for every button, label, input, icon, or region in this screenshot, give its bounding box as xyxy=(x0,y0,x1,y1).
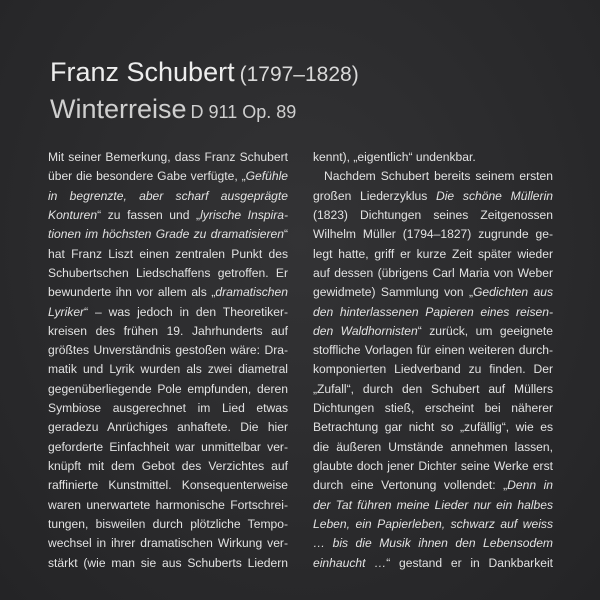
italic-text: … bis die Musik ihnen den Lebensodem xyxy=(313,536,553,551)
text-line xyxy=(313,283,553,302)
italic-text: der Tat führen meine Lieder nur ein halbes xyxy=(313,497,553,512)
italic-text: den Waldhornisten xyxy=(313,323,418,338)
composer-years: (1797–1828) xyxy=(239,63,359,86)
text-line xyxy=(48,303,288,322)
italic-text: Leben, ein Papierleben, schwarz auf weiss xyxy=(313,516,553,531)
text-line xyxy=(48,438,288,457)
text-run: Betrachtung gar nicht so „zufällig“, wie es xyxy=(313,420,553,435)
text-run: Mit seiner Bemerkung, dass Franz Schubert xyxy=(48,150,288,164)
text-line xyxy=(48,187,288,206)
text-run: größtes Unverständnis gestoßen wäre: Dra- xyxy=(48,343,288,358)
text-run: (1823) Dichtungen seines Zeitgenossen xyxy=(313,207,553,222)
italic-text: lyrische Inspira- xyxy=(200,207,289,222)
text-line xyxy=(313,496,553,515)
text-run: über die besondere Gabe verfügte, „ xyxy=(48,169,246,184)
text-line xyxy=(48,457,288,476)
italic-text: Lyriker xyxy=(48,304,85,319)
text-line xyxy=(48,554,288,573)
text-line xyxy=(48,534,288,553)
text-run: gegenüberliegende Pole empfunden, deren xyxy=(48,381,288,396)
text-line xyxy=(313,187,553,206)
text-run: legt hatte, griff er kurze Zeit später wieder xyxy=(313,246,553,261)
text-run: matik und Lyrik wurden als zwei diametral xyxy=(48,362,288,377)
text-line xyxy=(313,360,553,379)
text-run: kreisen des frühen 19. Jahrhunderts auf xyxy=(48,323,288,338)
text-line xyxy=(48,264,288,283)
work-name: Winterreise xyxy=(50,94,187,124)
text-run: komponierten Liedverband zu finden. Der xyxy=(313,362,553,377)
italic-text: Die schöne Müllerin xyxy=(436,188,553,203)
text-line xyxy=(48,206,288,225)
text-run: knüpft mit dem Gebot des Verzichtes auf xyxy=(48,459,288,473)
text-line xyxy=(313,534,553,553)
text-run: „Zufall“, durch den Schubert auf Müllers xyxy=(313,381,553,396)
work-title xyxy=(50,92,359,129)
text-line xyxy=(313,418,553,437)
text-run: “ zu fassen und „ xyxy=(97,207,201,222)
italic-text: in begrenzte, aber scharf ausgeprägte xyxy=(48,188,288,203)
page-heading xyxy=(50,55,359,129)
italic-text: einhaucht … xyxy=(313,555,387,570)
text-line xyxy=(313,341,553,360)
text-run: “ gestand er in Dankbarkeit xyxy=(386,555,554,570)
text-line xyxy=(48,167,288,186)
text-run: geforderte Einfachheit war unmittelbar ver- xyxy=(48,439,288,454)
text-run: Symbiose ausgerechnet im Lied etwas xyxy=(48,401,288,416)
text-run: stärkt (wie man sie aus Schuberts Liedern xyxy=(48,555,288,570)
italic-text: dramatischen xyxy=(215,285,288,300)
text-line xyxy=(313,515,553,534)
text-line xyxy=(313,322,553,341)
text-run: glaubte doch jener Dichter seine Werke erst xyxy=(313,459,553,473)
text-line xyxy=(48,476,288,495)
text-run: “ zurück, um geeignete xyxy=(417,323,553,338)
text-run: Schubertschen Liedschaffens getroffen. Er xyxy=(48,265,288,280)
italic-text: den hinterlassenen Papieren eines reisen- xyxy=(313,304,553,319)
text-line xyxy=(313,148,553,167)
text-line xyxy=(48,322,288,341)
text-line xyxy=(313,245,553,264)
text-line xyxy=(48,225,288,244)
text-run: “ xyxy=(283,227,288,242)
text-column-left xyxy=(48,148,288,573)
text-line xyxy=(48,148,288,167)
text-run: Wilhelm Müller (1794–1827) zugrunde ge- xyxy=(313,227,553,242)
text-line xyxy=(313,554,553,573)
composer-name: Franz Schubert xyxy=(50,57,235,87)
text-run: tungen, bisweilen durch plötzliche Tempo- xyxy=(48,516,288,531)
text-run: bewunderte ihn vor allem als „ xyxy=(48,285,216,300)
italic-text: tionen im höchsten Grade zu dramatisieren xyxy=(48,227,284,242)
text-line xyxy=(313,264,553,283)
text-line xyxy=(313,457,553,476)
text-line xyxy=(313,225,553,244)
italic-text: Konturen xyxy=(48,207,98,222)
text-line xyxy=(313,167,553,186)
text-line xyxy=(313,380,553,399)
work-catalog-number: D 911 Op. 89 xyxy=(190,102,297,122)
text-line xyxy=(313,438,553,457)
text-run: wechsel in ihrer dramatischen Wirkung ver- xyxy=(48,536,288,551)
text-line xyxy=(48,341,288,360)
text-line xyxy=(313,399,553,418)
text-line xyxy=(48,245,288,264)
text-column-right xyxy=(313,148,553,573)
text-run: raffinierte Kunstmittel. Konsequenterweise xyxy=(48,478,288,493)
text-line xyxy=(48,360,288,379)
text-line xyxy=(48,496,288,515)
text-run: Dichtungen stieß, erscheint bei näherer xyxy=(313,401,553,416)
text-line xyxy=(313,476,553,495)
italic-text: Gedichten aus xyxy=(472,285,553,300)
text-line xyxy=(313,206,553,225)
text-run: hat Franz Liszt einen zentralen Punkt des xyxy=(48,246,288,261)
text-run: gewidmete) Sammlung von „ xyxy=(313,285,473,300)
text-run: großen Liederzyklus xyxy=(313,188,437,203)
text-line xyxy=(48,380,288,399)
text-line xyxy=(48,283,288,302)
text-run: geradezu Anrüchiges anhaftete. Die hier xyxy=(48,420,288,435)
text-line xyxy=(48,399,288,418)
text-run: “ – was jedoch in den Theoretiker- xyxy=(84,304,288,319)
text-run: stoffliche Vorlagen für einen weiteren durch- xyxy=(313,343,553,358)
italic-text: Gefühle xyxy=(245,169,288,184)
text-run: durch eine Vertonung vollendet: „ xyxy=(313,478,508,493)
text-line xyxy=(313,303,553,322)
text-run: auf dessen (übrigens Carl Maria von Weber xyxy=(313,265,553,280)
text-line xyxy=(48,418,288,437)
text-line xyxy=(48,515,288,534)
text-run: waren unerwartete harmonische Fortschrei- xyxy=(48,497,288,512)
text-run: Nachdem Schubert bereits seinem ersten xyxy=(324,169,553,184)
text-run: kennt), „eigentlich“ undenkbar. xyxy=(313,150,476,164)
text-run: die äußeren Umstände annehmen lassen, xyxy=(313,439,553,454)
composer-title xyxy=(50,55,359,92)
italic-text: Denn in xyxy=(507,478,554,493)
